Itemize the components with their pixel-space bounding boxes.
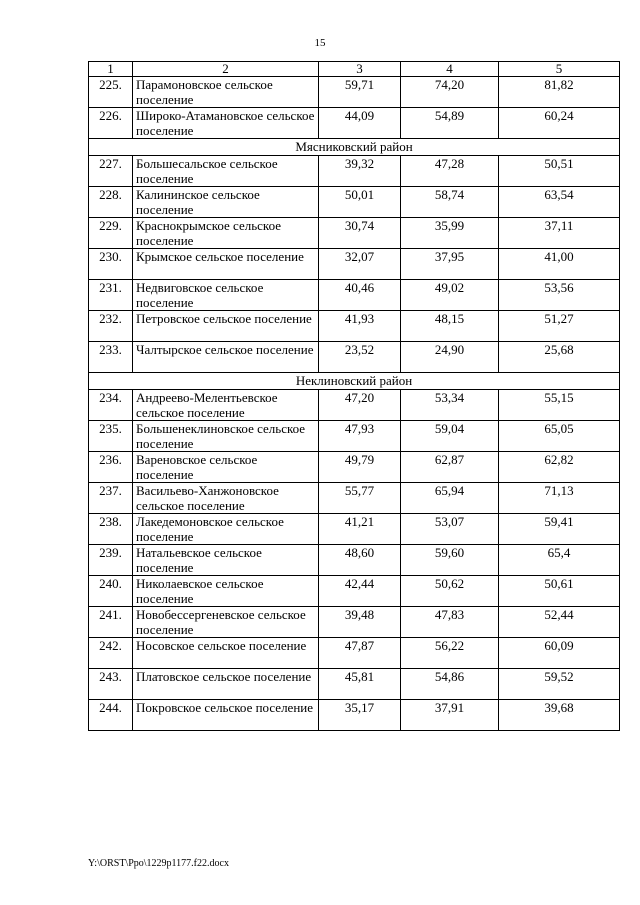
value-col3: 44,09 (319, 108, 401, 139)
settlement-name: Калининское сельское поселение (133, 187, 319, 218)
value-col4: 37,95 (401, 249, 499, 280)
header-row (89, 62, 620, 77)
row-number: 241. (89, 607, 133, 638)
value-col3: 45,81 (319, 669, 401, 700)
value-col3: 30,74 (319, 218, 401, 249)
table-row (89, 280, 620, 311)
settlement-name: Чалтырское сельское поселение (133, 342, 319, 373)
row-number: 233. (89, 342, 133, 373)
value-col4: 53,07 (401, 514, 499, 545)
value-col3: 39,48 (319, 607, 401, 638)
settlement-name: Платовское сельское поселение (133, 669, 319, 700)
value-col5: 51,27 (499, 311, 620, 342)
table-row (89, 483, 620, 514)
settlement-name: Николаевское сельское поселение (133, 576, 319, 607)
value-col4: 49,02 (401, 280, 499, 311)
table-row (89, 669, 620, 700)
value-col3: 39,32 (319, 156, 401, 187)
value-col3: 32,07 (319, 249, 401, 280)
value-col3: 59,71 (319, 77, 401, 108)
row-number: 239. (89, 545, 133, 576)
column-header: 2 (133, 62, 319, 77)
row-number: 231. (89, 280, 133, 311)
value-col3: 49,79 (319, 452, 401, 483)
row-number: 227. (89, 156, 133, 187)
value-col4: 62,87 (401, 452, 499, 483)
value-col4: 54,89 (401, 108, 499, 139)
row-number: 240. (89, 576, 133, 607)
row-number: 236. (89, 452, 133, 483)
table-row (89, 421, 620, 452)
value-col3: 41,21 (319, 514, 401, 545)
value-col3: 48,60 (319, 545, 401, 576)
table-row (89, 545, 620, 576)
settlement-name: Лакедемоновское сельское поселение (133, 514, 319, 545)
row-number: 242. (89, 638, 133, 669)
value-col5: 39,68 (499, 700, 620, 731)
table-row (89, 77, 620, 108)
column-header: 1 (89, 62, 133, 77)
value-col4: 59,04 (401, 421, 499, 452)
value-col5: 65,05 (499, 421, 620, 452)
row-number: 243. (89, 669, 133, 700)
value-col5: 62,82 (499, 452, 620, 483)
settlement-name: Новобессергеневское сельское поселение (133, 607, 319, 638)
row-number: 229. (89, 218, 133, 249)
value-col5: 25,68 (499, 342, 620, 373)
settlement-name: Андреево-Мелентьевское сельское поселение (133, 390, 319, 421)
value-col5: 59,52 (499, 669, 620, 700)
value-col4: 74,20 (401, 77, 499, 108)
value-col5: 53,56 (499, 280, 620, 311)
value-col4: 35,99 (401, 218, 499, 249)
table-row (89, 514, 620, 545)
district-name: Мясниковский район (89, 139, 620, 156)
row-number: 244. (89, 700, 133, 731)
value-col3: 41,93 (319, 311, 401, 342)
value-col5: 60,09 (499, 638, 620, 669)
settlement-name: Крымское сельское поселение (133, 249, 319, 280)
row-number: 237. (89, 483, 133, 514)
table-row (89, 156, 620, 187)
value-col5: 65,4 (499, 545, 620, 576)
table-row (89, 576, 620, 607)
value-col5: 55,15 (499, 390, 620, 421)
settlement-name: Петровское сельское поселение (133, 311, 319, 342)
settlement-name: Натальевское сельское поселение (133, 545, 319, 576)
value-col4: 65,94 (401, 483, 499, 514)
value-col4: 47,83 (401, 607, 499, 638)
settlement-name: Вареновское сельское поселение (133, 452, 319, 483)
value-col5: 71,13 (499, 483, 620, 514)
settlement-name: Парамоновское сельское поселение (133, 77, 319, 108)
table-row (89, 700, 620, 731)
row-number: 234. (89, 390, 133, 421)
value-col4: 47,28 (401, 156, 499, 187)
value-col5: 59,41 (499, 514, 620, 545)
table-row (89, 452, 620, 483)
settlement-name: Недвиговское сельское поселение (133, 280, 319, 311)
settlement-name: Носовское сельское поселение (133, 638, 319, 669)
column-header: 4 (401, 62, 499, 77)
value-col4: 59,60 (401, 545, 499, 576)
value-col5: 50,51 (499, 156, 620, 187)
value-col4: 54,86 (401, 669, 499, 700)
column-header: 5 (499, 62, 620, 77)
district-section-row (89, 373, 620, 390)
settlement-name: Краснокрымское сельское поселение (133, 218, 319, 249)
value-col4: 58,74 (401, 187, 499, 218)
settlement-name: Покровское сельское поселение (133, 700, 319, 731)
district-section-row (89, 139, 620, 156)
file-path-footer: Y:\ORST\Ppo\1229p1177.f22.docx (88, 858, 229, 869)
column-header: 3 (319, 62, 401, 77)
value-col5: 52,44 (499, 607, 620, 638)
settlement-name: Большесальское сельское поселение (133, 156, 319, 187)
row-number: 225. (89, 77, 133, 108)
value-col4: 50,62 (401, 576, 499, 607)
row-number: 232. (89, 311, 133, 342)
value-col5: 37,11 (499, 218, 620, 249)
table-body (89, 77, 620, 731)
table-row (89, 108, 620, 139)
value-col3: 23,52 (319, 342, 401, 373)
value-col5: 60,24 (499, 108, 620, 139)
value-col5: 50,61 (499, 576, 620, 607)
value-col5: 63,54 (499, 187, 620, 218)
value-col4: 53,34 (401, 390, 499, 421)
value-col4: 37,91 (401, 700, 499, 731)
row-number: 226. (89, 108, 133, 139)
table-row (89, 607, 620, 638)
value-col3: 55,77 (319, 483, 401, 514)
settlement-name: Большенеклиновское сельское поселение (133, 421, 319, 452)
value-col3: 42,44 (319, 576, 401, 607)
row-number: 230. (89, 249, 133, 280)
row-number: 235. (89, 421, 133, 452)
row-number: 238. (89, 514, 133, 545)
table-row (89, 311, 620, 342)
row-number: 228. (89, 187, 133, 218)
value-col5: 41,00 (499, 249, 620, 280)
data-table (88, 61, 620, 731)
value-col5: 81,82 (499, 77, 620, 108)
settlement-name: Широко-Атамановское сельское поселение (133, 108, 319, 139)
value-col3: 47,93 (319, 421, 401, 452)
value-col4: 48,15 (401, 311, 499, 342)
page-number: 15 (314, 37, 326, 49)
table-row (89, 249, 620, 280)
district-name: Неклиновский район (89, 373, 620, 390)
table-row (89, 342, 620, 373)
table-row (89, 638, 620, 669)
table-row (89, 218, 620, 249)
value-col4: 24,90 (401, 342, 499, 373)
value-col3: 47,87 (319, 638, 401, 669)
settlement-name: Васильево-Ханжоновское сельское поселение (133, 483, 319, 514)
table-row (89, 390, 620, 421)
value-col3: 35,17 (319, 700, 401, 731)
value-col3: 40,46 (319, 280, 401, 311)
value-col4: 56,22 (401, 638, 499, 669)
table-row (89, 187, 620, 218)
value-col3: 47,20 (319, 390, 401, 421)
value-col3: 50,01 (319, 187, 401, 218)
